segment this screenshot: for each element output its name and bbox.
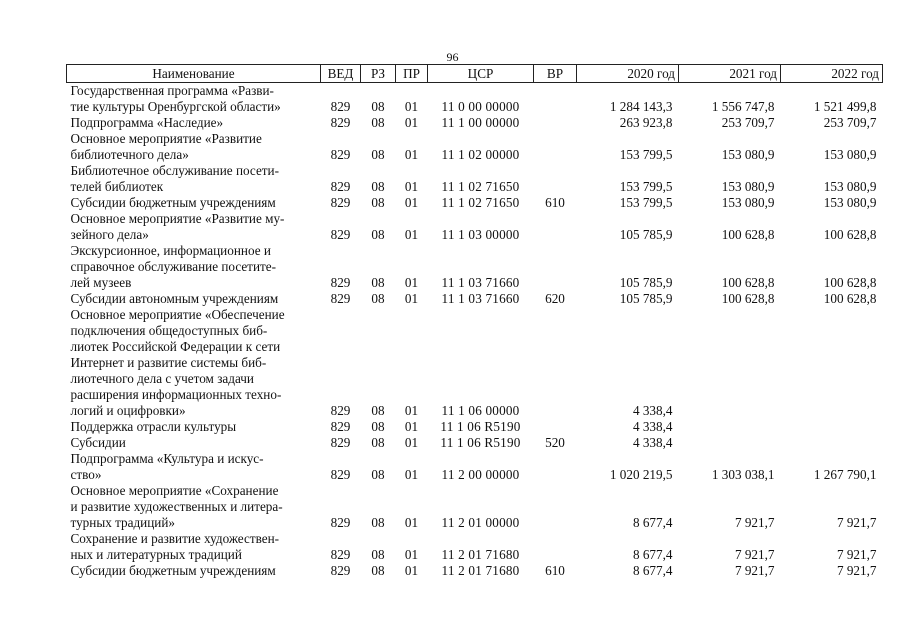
cell-2022 <box>781 419 883 435</box>
name-line: тие культуры Оренбургской области» <box>70 99 281 114</box>
name-line: расширения информационных техно- <box>70 387 282 402</box>
cell-csr: 11 1 02 71650 <box>441 179 520 194</box>
cell-ved: 829 <box>330 547 351 562</box>
cell-vr <box>534 83 577 116</box>
cell-rz: 08 <box>371 563 385 578</box>
table-row <box>67 291 883 307</box>
cell-ved: 829 <box>330 515 351 530</box>
cell-name <box>67 131 321 163</box>
cell-name <box>67 291 321 307</box>
name-line: турных традиций» <box>70 515 175 530</box>
name-line: логий и оцифровки» <box>70 403 186 418</box>
cell-2021: 7 921,7 <box>734 563 775 578</box>
cell-2020: 4 338,4 <box>632 419 673 434</box>
cell-name <box>67 195 321 211</box>
cell-2020: 153 799,5 <box>619 179 673 194</box>
cell-name <box>67 435 321 451</box>
table-row <box>67 131 883 163</box>
cell-csr: 11 2 00 00000 <box>441 467 520 482</box>
cell-2021: 7 921,7 <box>734 515 775 530</box>
cell-vr <box>534 307 577 419</box>
cell-2021: 153 080,9 <box>721 147 775 162</box>
cell-2022: 7 921,7 <box>836 515 877 530</box>
cell-csr: 11 0 00 00000 <box>441 99 520 114</box>
header-2021: 2021 год <box>679 65 781 83</box>
table-row <box>67 195 883 211</box>
cell-vr <box>534 419 577 435</box>
name-line: Подпрограмма «Культура и искус- <box>70 451 264 466</box>
table-header-row <box>67 65 883 83</box>
cell-name <box>67 531 321 563</box>
cell-rz: 08 <box>371 227 385 242</box>
cell-name <box>67 163 321 195</box>
cell-2021: 100 628,8 <box>721 227 775 242</box>
header-rz: РЗ <box>361 65 396 83</box>
cell-2022: 153 080,9 <box>823 179 877 194</box>
cell-pr: 01 <box>404 115 419 130</box>
cell-name <box>67 307 321 419</box>
name-line: Субсидии бюджетным учреждениям <box>70 563 276 578</box>
table-row <box>67 211 883 243</box>
cell-2022: 253 709,7 <box>823 115 877 130</box>
cell-csr: 11 1 03 71660 <box>441 291 520 306</box>
cell-pr: 01 <box>404 563 419 578</box>
cell-csr: 11 1 03 00000 <box>441 227 520 242</box>
cell-rz: 08 <box>371 179 385 194</box>
name-line: Поддержка отрасли культуры <box>70 419 237 434</box>
cell-ved: 829 <box>330 419 351 434</box>
cell-name <box>67 243 321 291</box>
cell-2020: 153 799,5 <box>619 147 673 162</box>
cell-vr: 610 <box>545 563 565 578</box>
cell-vr <box>534 243 577 291</box>
cell-vr: 520 <box>545 435 565 450</box>
name-line: ство» <box>70 467 102 482</box>
cell-rz: 08 <box>371 99 385 114</box>
cell-pr: 01 <box>404 547 419 562</box>
cell-2020: 4 338,4 <box>632 435 673 450</box>
cell-pr: 01 <box>404 179 419 194</box>
cell-2021 <box>679 435 781 451</box>
cell-2021: 1 556 747,8 <box>711 99 775 114</box>
cell-2022 <box>781 307 883 419</box>
cell-ved: 829 <box>330 403 351 418</box>
cell-ved: 829 <box>330 291 351 306</box>
name-line: Интернет и развитие системы биб- <box>70 355 267 370</box>
cell-ved: 829 <box>330 99 351 114</box>
cell-name <box>67 483 321 531</box>
cell-2021: 7 921,7 <box>734 547 775 562</box>
table-row <box>67 451 883 483</box>
cell-2022: 7 921,7 <box>836 547 877 562</box>
cell-ved: 829 <box>330 147 351 162</box>
cell-2020: 105 785,9 <box>619 291 673 306</box>
name-line: телей библиотек <box>70 179 164 194</box>
cell-pr: 01 <box>404 99 419 114</box>
cell-2022: 100 628,8 <box>823 227 877 242</box>
name-line: Основное мероприятие «Развитие му- <box>70 211 285 226</box>
cell-csr: 11 1 06 00000 <box>441 403 520 418</box>
cell-2022: 100 628,8 <box>823 275 877 290</box>
cell-rz: 08 <box>371 115 385 130</box>
cell-csr: 11 2 01 71680 <box>441 563 520 578</box>
cell-pr: 01 <box>404 291 419 306</box>
cell-2020: 4 338,4 <box>632 403 673 418</box>
cell-2020: 105 785,9 <box>619 275 673 290</box>
cell-2021 <box>679 419 781 435</box>
cell-rz: 08 <box>371 195 385 210</box>
cell-csr: 11 1 03 71660 <box>441 275 520 290</box>
table-row <box>67 243 883 291</box>
cell-vr <box>534 163 577 195</box>
header-vr: ВР <box>534 65 577 83</box>
cell-2020: 263 923,8 <box>619 115 673 130</box>
cell-vr: 610 <box>545 195 565 210</box>
name-line: лиотек Российской Федерации к сети <box>70 339 281 354</box>
name-line: подключения общедоступных биб- <box>70 323 268 338</box>
cell-name <box>67 83 321 116</box>
name-line: Субсидии автономным учреждениям <box>70 291 279 306</box>
cell-2021: 253 709,7 <box>721 115 775 130</box>
cell-csr: 11 1 06 R5190 <box>440 435 521 450</box>
cell-ved: 829 <box>330 227 351 242</box>
name-line: Сохранение и развитие художествен- <box>70 531 280 546</box>
cell-2022 <box>781 435 883 451</box>
cell-2022: 7 921,7 <box>836 563 877 578</box>
cell-pr: 01 <box>404 403 419 418</box>
cell-2021: 100 628,8 <box>721 291 775 306</box>
name-line: лиотечного дела с учетом задачи <box>70 371 254 386</box>
table-row <box>67 419 883 435</box>
cell-2021: 153 080,9 <box>721 179 775 194</box>
cell-2021: 100 628,8 <box>721 275 775 290</box>
cell-2021: 1 303 038,1 <box>711 467 775 482</box>
table-row <box>67 531 883 563</box>
table-row <box>67 307 883 419</box>
cell-2021 <box>679 307 781 419</box>
table-row <box>67 483 883 531</box>
cell-csr: 11 2 01 71680 <box>441 547 520 562</box>
name-line: и развитие художественных и литера- <box>70 499 283 514</box>
name-line: ных и литературных традиций <box>70 547 242 562</box>
cell-name <box>67 563 321 579</box>
cell-rz: 08 <box>371 403 385 418</box>
table-row <box>67 563 883 579</box>
cell-name <box>67 419 321 435</box>
cell-ved: 829 <box>330 563 351 578</box>
cell-2022: 153 080,9 <box>823 195 877 210</box>
cell-2020: 8 677,4 <box>632 515 673 530</box>
header-2020: 2020 год <box>577 65 679 83</box>
cell-ved: 829 <box>330 179 351 194</box>
budget-table <box>66 64 883 579</box>
header-name: Наименование <box>67 65 321 83</box>
cell-2022: 153 080,9 <box>823 147 877 162</box>
cell-rz: 08 <box>371 275 385 290</box>
cell-2020: 1 284 143,3 <box>609 99 673 114</box>
cell-rz: 08 <box>371 435 385 450</box>
cell-vr <box>534 531 577 563</box>
table-body <box>67 83 883 580</box>
name-line: Подпрограмма «Наследие» <box>70 115 224 130</box>
name-line: Основное мероприятие «Обеспечение <box>70 307 285 322</box>
cell-vr <box>534 115 577 131</box>
header-2022: 2022 год <box>781 65 883 83</box>
cell-pr: 01 <box>404 419 419 434</box>
cell-2020: 105 785,9 <box>619 227 673 242</box>
cell-rz: 08 <box>371 291 385 306</box>
cell-name <box>67 115 321 131</box>
header-pr: ПР <box>396 65 428 83</box>
name-line: Субсидии <box>70 435 126 450</box>
cell-name <box>67 451 321 483</box>
cell-rz: 08 <box>371 547 385 562</box>
cell-csr: 11 1 02 71650 <box>441 195 520 210</box>
cell-rz: 08 <box>371 467 385 482</box>
cell-vr <box>534 451 577 483</box>
table-row <box>67 163 883 195</box>
name-line: зейного дела» <box>70 227 149 242</box>
name-line: Государственная программа «Разви- <box>70 83 274 98</box>
cell-ved: 829 <box>330 435 351 450</box>
table-row <box>67 83 883 116</box>
cell-2020: 8 677,4 <box>632 563 673 578</box>
cell-rz: 08 <box>371 419 385 434</box>
cell-2020: 1 020 219,5 <box>609 467 673 482</box>
cell-csr: 11 1 00 00000 <box>441 115 520 130</box>
cell-vr <box>534 131 577 163</box>
cell-ved: 829 <box>330 467 351 482</box>
cell-vr <box>534 211 577 243</box>
cell-2021: 153 080,9 <box>721 195 775 210</box>
cell-2022: 1 521 499,8 <box>813 99 877 114</box>
cell-2020: 153 799,5 <box>619 195 673 210</box>
cell-pr: 01 <box>404 515 419 530</box>
cell-pr: 01 <box>404 227 419 242</box>
cell-2020: 8 677,4 <box>632 547 673 562</box>
cell-csr: 11 1 02 00000 <box>441 147 520 162</box>
cell-pr: 01 <box>404 275 419 290</box>
cell-ved: 829 <box>330 195 351 210</box>
name-line: библиотечного дела» <box>70 147 189 162</box>
cell-pr: 01 <box>404 195 419 210</box>
page-number: 96 <box>446 50 459 64</box>
cell-ved: 829 <box>330 115 351 130</box>
table-row <box>67 115 883 131</box>
cell-vr <box>534 483 577 531</box>
name-line: Экскурсионное, информационное и <box>70 243 271 258</box>
cell-csr: 11 2 01 00000 <box>441 515 520 530</box>
cell-2022: 100 628,8 <box>823 291 877 306</box>
name-line: лей музеев <box>70 275 132 290</box>
name-line: Субсидии бюджетным учреждениям <box>70 195 276 210</box>
table-row <box>67 435 883 451</box>
cell-csr: 11 1 06 R5190 <box>440 419 521 434</box>
name-line: Библиотечное обслуживание посети- <box>70 163 280 178</box>
cell-pr: 01 <box>404 435 419 450</box>
cell-ved: 829 <box>330 275 351 290</box>
header-csr: ЦСР <box>428 65 534 83</box>
cell-name <box>67 211 321 243</box>
cell-2022: 1 267 790,1 <box>813 467 877 482</box>
cell-rz: 08 <box>371 147 385 162</box>
cell-vr: 620 <box>545 291 565 306</box>
name-line: Основное мероприятие «Развитие <box>70 131 262 146</box>
header-ved: ВЕД <box>321 65 361 83</box>
cell-pr: 01 <box>404 467 419 482</box>
cell-pr: 01 <box>404 147 419 162</box>
cell-rz: 08 <box>371 515 385 530</box>
name-line: справочное обслуживание посетите- <box>70 259 277 274</box>
name-line: Основное мероприятие «Сохранение <box>70 483 279 498</box>
